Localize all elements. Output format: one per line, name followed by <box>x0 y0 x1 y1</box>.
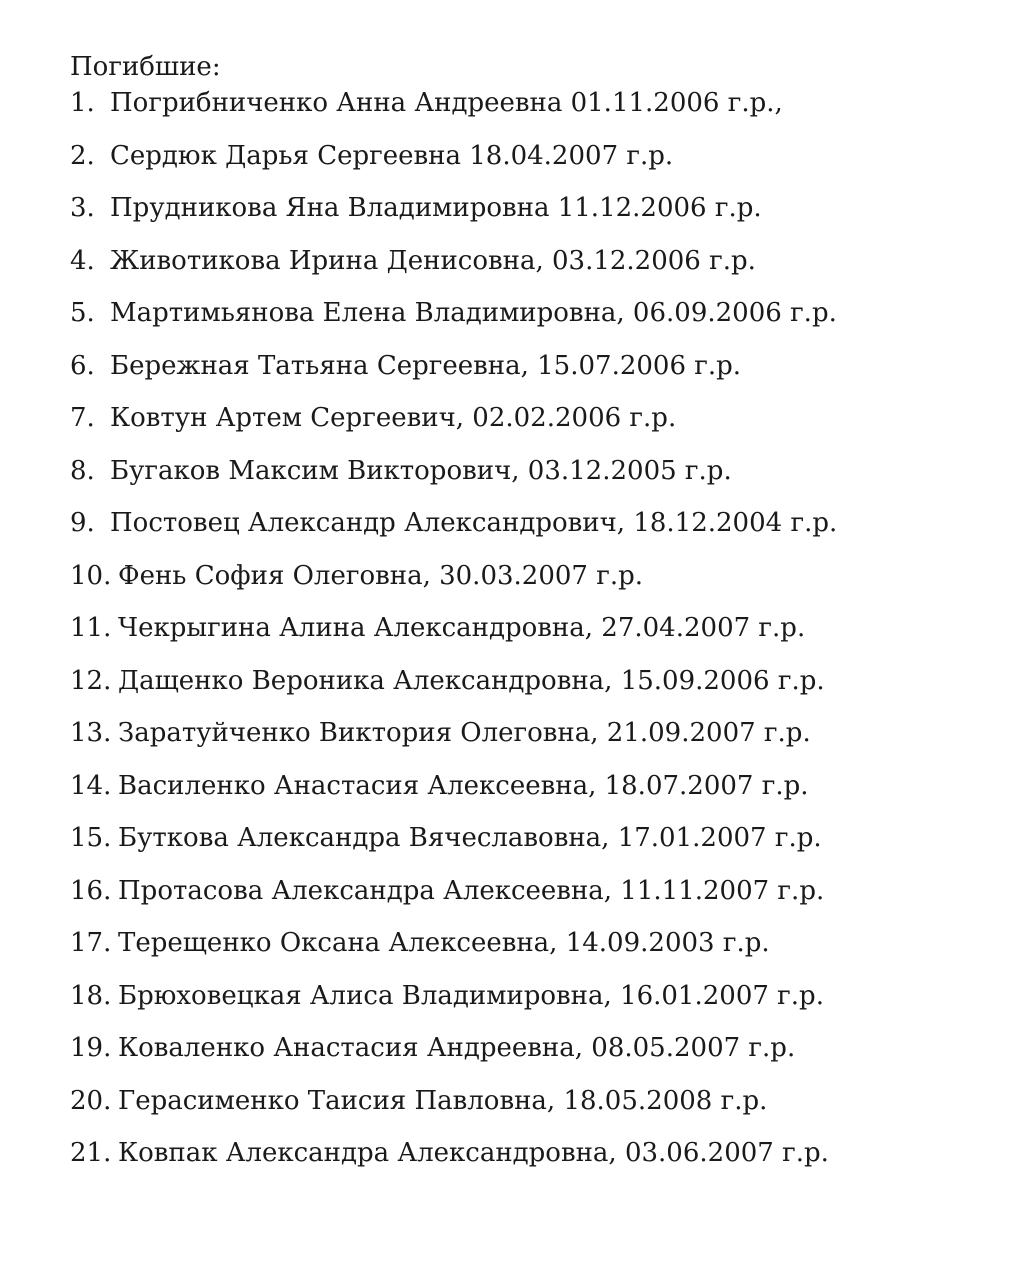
list-item <box>70 86 1000 139</box>
list-item <box>70 296 1000 349</box>
item-text: Мартимьянова Елена Владимировна, 06.09.2006 г.р. <box>110 298 837 328</box>
item-text: Чекрыгина Алина Александровна, 27.04.2007 г.р. <box>118 613 806 643</box>
list-item <box>70 454 1000 507</box>
item-text: Погрибниченко Анна Андреевна 01.11.2006 г.р., <box>110 88 783 118</box>
list-item <box>70 1031 1000 1084</box>
item-number: 5. <box>70 298 95 328</box>
item-number: 7. <box>70 403 95 433</box>
list-item <box>70 244 1000 297</box>
item-text: Брюховецкая Алиса Владимировна, 16.01.2007 г.р. <box>118 980 824 1011</box>
item-number: 20. <box>70 1085 112 1116</box>
document-heading: Погибшие: <box>70 52 221 82</box>
list-item <box>70 979 1000 1032</box>
item-text: Сердюк Дарья Сергеевна 18.04.2007 г.р. <box>110 140 674 171</box>
item-text: Буткова Александра Вячеславовна, 17.01.2007 г.р. <box>118 823 822 853</box>
item-text: Фень София Олеговна, 30.03.2007 г.р. <box>118 560 644 591</box>
item-text: Коваленко Анастасия Андреевна, 08.05.2007 г.р. <box>118 1033 796 1063</box>
item-text: Заратуйченко Виктория Олеговна, 21.09.2007 г.р. <box>118 718 811 748</box>
item-text: Герасименко Таисия Павловна, 18.05.2008 г.р. <box>118 1085 768 1116</box>
item-text: Дащенко Вероника Александровна, 15.09.2006 г.р. <box>118 665 825 696</box>
item-text: Постовец Александр Александрович, 18.12.2004 г.р. <box>110 508 838 538</box>
item-number: 19. <box>70 1033 112 1063</box>
item-number: 14. <box>70 770 112 801</box>
list-item <box>70 611 1000 664</box>
item-text: Ковпак Александра Александровна, 03.06.2007 г.р. <box>118 1138 829 1168</box>
list-item <box>70 1136 1000 1189</box>
item-text: Ковтун Артем Сергеевич, 02.02.2006 г.р. <box>110 403 677 433</box>
item-text: Животикова Ирина Денисовна, 03.12.2006 г.р. <box>110 245 756 276</box>
item-number: 12. <box>70 665 112 696</box>
item-number: 4. <box>70 245 95 276</box>
list-item <box>70 664 1000 717</box>
item-number: 3. <box>70 193 95 223</box>
list-item <box>70 926 1000 979</box>
list-item <box>70 349 1000 402</box>
list-item <box>70 1084 1000 1137</box>
item-number: 18. <box>70 980 112 1011</box>
item-number: 11. <box>70 613 112 643</box>
item-text: Прудникова Яна Владимировна 11.12.2006 г.р. <box>110 193 762 223</box>
item-text: Бережная Татьяна Сергеевна, 15.07.2006 г.р. <box>110 350 742 381</box>
list-item <box>70 506 1000 559</box>
item-text: Бугаков Максим Викторович, 03.12.2005 г.р. <box>110 455 732 486</box>
list-item <box>70 716 1000 769</box>
list-item <box>70 769 1000 822</box>
list-item <box>70 559 1000 612</box>
victims-list <box>70 86 1000 1189</box>
item-number: 9. <box>70 508 95 538</box>
item-number: 16. <box>70 875 112 906</box>
item-number: 6. <box>70 350 95 381</box>
list-item <box>70 139 1000 192</box>
list-item <box>70 874 1000 927</box>
item-number: 17. <box>70 928 112 958</box>
item-number: 10. <box>70 560 112 591</box>
document <box>70 50 1000 1189</box>
list-item <box>70 401 1000 454</box>
item-text: Терещенко Оксана Алексеевна, 14.09.2003 г.р. <box>118 928 770 958</box>
list-item <box>70 191 1000 244</box>
item-number: 13. <box>70 718 112 748</box>
item-number: 21. <box>70 1138 112 1168</box>
list-item <box>70 821 1000 874</box>
item-number: 15. <box>70 823 112 853</box>
item-number: 8. <box>70 455 95 486</box>
item-number: 1. <box>70 88 95 118</box>
item-text: Протасова Александра Алексеевна, 11.11.2007 г.р. <box>118 875 825 906</box>
item-text: Василенко Анастасия Алексеевна, 18.07.2007 г.р. <box>118 770 809 801</box>
item-number: 2. <box>70 140 95 171</box>
